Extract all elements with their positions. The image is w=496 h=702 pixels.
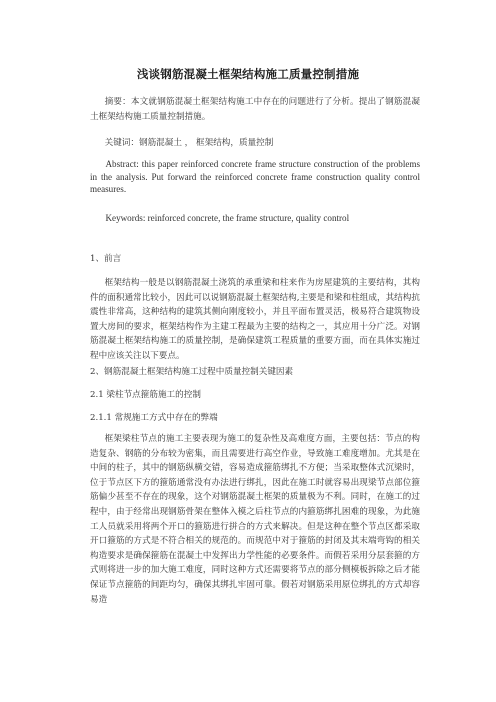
section-1-body: 框架结构一般是以钢筋混凝土浇筑的承重梁和柱来作为房屋建筑的主要结构，其构件的面积通常比较小，因此可以说钢筋混凝土框架结构,主要是和梁和柱组成，其结构抗震性非常高，这种结构的建筑其侧向刚度较小，并且平面布置灵活，极易符合建筑物设置大房间的要求，框架结构作为主建工程最为主要的结构之一，其应用十分广泛。对钢筋混凝土框架结构施工的质量控制，是确保建筑工程质量的重要方面，而在具体实施过程中应该关注以下要点。 [90, 278, 420, 361]
keywords-en: Keywords: reinforced concrete, the frame structure, quality control [105, 213, 350, 223]
section-2-heading: 2、钢筋混凝土框架结构施工过程中质量控制关键因素 [90, 367, 294, 377]
section-2-1-1-body: 框架梁柱节点的施工主要表现为施工的复杂性及高难度方面，主要包括：节点的构造复杂、钢筋的分布较为密集，而且需要进行高空作业，导致施工难度增加。尤其是在中间的柱子，其中的钢筋纵横交错，容易造成箍筋绑扎不方便；当采取整体式沉梁时，位于节点区下方的箍筋通常没有办法进行绑扎，因此在施工时就容易出现梁节点部位箍筋偏少甚至不存在的现象，这个对钢筋混凝土框架的质量极为不利。同时，在施工的过程中，由于经常出现钢筋骨架在整体入模之后柱节点的内箍筋绑扎困难的现象，为此施工人员就采用将两个开口的箍筋进行拼合的方式来解决。但是这种在整个节点区都采取开口箍筋的方式是不符合相关的规范的。而规范中对于箍筋的封闭及其末端弯钩的相关构造要求是确保箍筋在混凝土中发挥出力学性能的必要条件。而假若采用分层套箍的方式则将进一步的加大施工难度，同时这种方式还需要将节点的部分侧模板拆除之后才能保证节点箍筋的间距均匀，确保其绑扎牢固可靠。假若对钢筋采用原位绑扎的方式却容易造 [90, 434, 420, 605]
section-1-heading: 1、前言 [90, 254, 122, 264]
section-2-1-1-heading: 2.1.1 常规施工方式中存在的弊端 [90, 413, 218, 423]
abstract-cn: 摘要：本文就钢筋混凝土框架结构施工中存在的问题进行了分析。提出了钢筋混凝土框架结构施工质量控制措施。 [90, 97, 420, 122]
section-2-1-heading: 2.1 梁柱节点箍筋施工的控制 [90, 390, 201, 400]
keywords-cn: 关键词：钢筋混凝土 ， 框架结构，质量控制 [104, 138, 274, 148]
abstract-en: Abstract: this paper reinforced concrete frame structure construction of the problems in the analysis. Put forward the reinforced concrete frame construction quality control measures. [90, 159, 420, 195]
document-title: 浅谈钢筋混凝土框架结构施工质量控制措施 [136, 67, 360, 81]
